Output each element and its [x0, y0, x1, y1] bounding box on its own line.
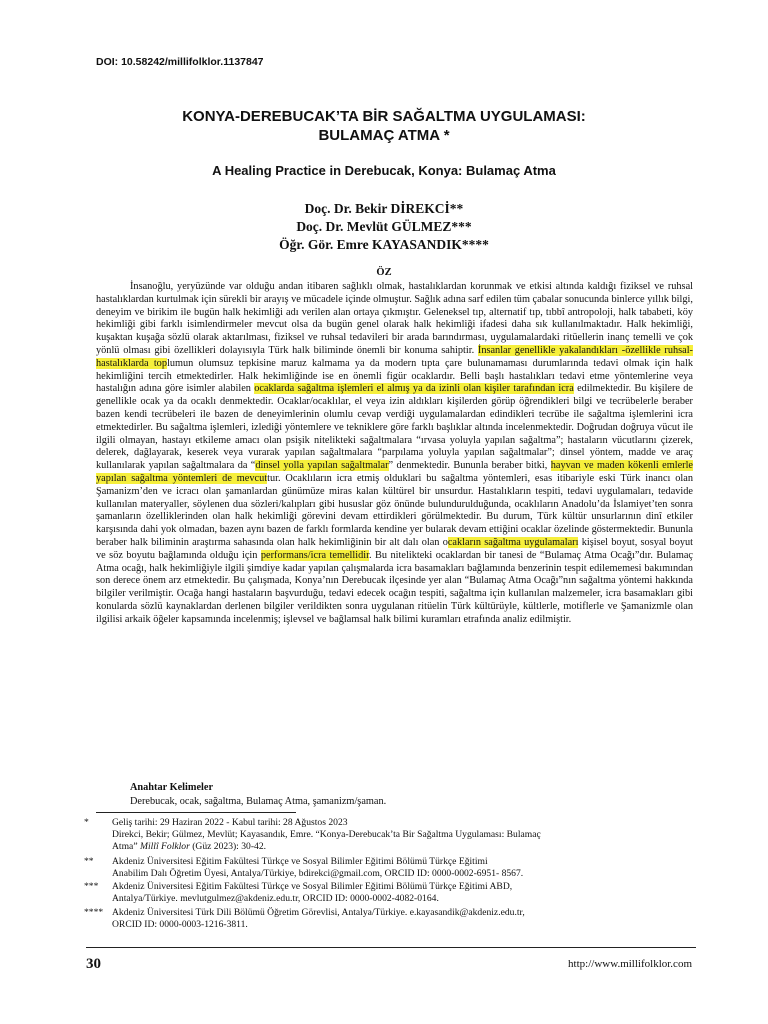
abstract-text: edilmektedir. Bu kişilere de genellikle ocak ya da ocaklı denmektedir. Ocaklar/ocaklılar, el veya izin aldıkları kişilerden görüp öğrendikleri bilgi ve tecrübelerle beraber bazen kendi tecrübeleri ile bazen de deneyimlerinin olumlu cevap verdiği uygulamalardan edindikleri tecrübe ile sağaltma işlemlerini icra etmektedirler. Bu sağaltma işlemleri, izlediği yöntemlere ve tekniklere göre farklı başlıklar altında incelenmektedir. Doğrudan doğruya vücut ile ilgili olmayan, hastayı etkileme amacı olan psişik nitelikteki sağaltmalara “ırvasa yoluyla yapılan sağaltma”; hastaların vücutlarını çizerek, delerek, dağlayarak, keserek veya vurarak yapılan sağaltmalara “parpılama yoluyla yapılan sağaltmalar”; dinsel yöntem, madde ve araç kullanılarak yapılan sağaltmalara da “ — [96, 383, 693, 472]
footnote-line: Anabilim Dalı Öğretim Üyesi, Antalya/Türkiye, bdirekci@gmail.com, ORCID ID: 0000-0002-6951- 8567. — [112, 867, 524, 879]
abstract-text: lumun olumsuz tepkisine maruz kalmama ya da modern tıpta çare bulunamaması durumlarında tedavi olmak için halk hekimliğini tercih etmektedirler. Halk hekimliğinde ise en önemli figür ocaklardır. Belli başlı hastalıkları tedavi etme yöntemlerine veya hastalığın adına göre isimler alabilen — [96, 357, 693, 395]
footnote-line: Akdeniz Üniversitesi Eğitim Fakültesi Türkçe ve Sosyal Bilimler Eğitimi Bölümü Türkçe Eğitimi ABD, — [112, 881, 513, 892]
footnote-4 — [84, 907, 696, 931]
abstract-text: kişisel boyut, sosyal boyut ve söz boyutu bağlamında olduğu için — [96, 536, 694, 561]
footnote-mark: * — [84, 817, 89, 828]
footnote-mark: *** — [84, 881, 99, 892]
footnote-line: Geliş tarihi: 29 Haziran 2022 - Kabul tarihi: 28 Ağustos 2023 — [112, 817, 348, 828]
footnote-3 — [84, 881, 696, 905]
footnote-2 — [84, 856, 696, 880]
footer-divider — [86, 947, 696, 948]
author-3: Öğr. Gör. Emre KAYASANDIK**** — [279, 237, 489, 252]
highlighted-text: cakların sağaltma uygulamaları — [447, 536, 579, 548]
highlighted-text: performans/icra temellidir — [260, 549, 370, 561]
footnote-line: ORCID ID: 0000-0003-1216-3811. — [112, 918, 248, 930]
journal-name: Millî Folklor — [139, 840, 190, 852]
footnote-mark: **** — [84, 907, 104, 918]
title-line-1: KONYA-DEREBUCAK’TA BİR SAĞALTMA UYGULAMASI: — [182, 108, 586, 125]
abstract-text: tur. Ocaklıların icra etmiş olduklari bu sağaltma yöntemleri, esas itibariyle eski Türk inancı olan Şamanizm’den ve icracı olan şamanlardan günümüze miras kalan kültürel bir unsurdur. Hastalıkların tespiti, tedavi uygulamaları, tedavide kullanılan materyaller, söylenen dua sözleri/kalıpları gibi hususlar göz önünde bulundurulduğunda, ocaklıların Anadolu’da İslamiyet’ten sonra şamanların özelliklerinden olan halk hekimliği görevini devam ettirdikleri görülmektedir. Bu durum, Türk kültür unsurlarının dinî etkiler karşısında dahi yok olmadan, bazen aynı bazen de farklı formlarda kendine yer bularak devam ettiğini ocaklar özelinde göstermektedir. Bununla beraber halk biliminin araştırma sahasında olan halk hekimliğinin bir alt dalı olan o — [96, 472, 693, 548]
abstract-heading: ÖZ — [376, 267, 392, 278]
keywords-list: Derebucak, ocak, sağaltma, Bulamaç Atma, şamanizm/şaman. — [130, 796, 387, 807]
author-2: Doç. Dr. Mevlüt GÜLMEZ*** — [296, 219, 472, 234]
article-subtitle-english: A Healing Practice in Derebucak, Konya: Bulamaç Atma — [212, 163, 556, 178]
author-list — [0, 200, 768, 254]
abstract-text: . Bu nitelikteki ocaklardan bir tanesi de “Bulamaç Atma Ocağı”dır. Bulamaç Atma ocağı, halk hekimliğiyle ilgili şimdiye kadar yapılan çalışmalarda icra basamakları bağlamında benzerinin tespit edilememesi bakımından son derece önem arz etmektedir. Bu çalışmada, Konya’nın Derebucak ilçesinde yer alan “Bulamaç Atma Ocağı”nın sağaltma yöntemi hakkında bilgiler verilmiştir. Ocağa hangi hastaların başvurduğu, tedavi edecek ocağın tespiti, sağaltma için kullanılan malzemeler, icra basamakları gibi konularda sözlü kaynaklardan derlenen bilgiler verildikten sonra uygulanan ritüelin Türk kültürüyle, kültlerle, motiflerle ve Şamanizmle olan ilgilisi arkaik öğeler kapsamında incelenmiş; işlevsel ve bağlamsal halk bilimi kuramları etrafında analiz edilmiştir. — [96, 549, 693, 625]
footnote-line: Antalya/Türkiye. mevlutgulmez@akdeniz.edu.tr, ORCID ID: 0000-0002-4082-0164. — [112, 892, 439, 904]
author-1: Doç. Dr. Bekir DİREKCİ** — [304, 201, 464, 216]
abstract-text: İnsanoğlu, yeryüzünde var olduğu andan itibaren sağlıklı olmak, hastalıklardan korunmak ve etkisi altında kaldığı fiziksel ve ruhsal hastalıklardan kurtulmak için sürekli bir arayış ve mücadele içinde olmuştur. Sağlık adına sarf edilen tüm çabalar sonucunda binlerce yıllık bilgi, deneyim ve birikim ile bugün halk hekimliği adı verilen alan ortaya çıkmıştır. Geleneksel tıp, alternatif tıp, tıbbî antropoloji, halk tababeti, köy hekimliği gibi farklı isimlendirmeler mevcut olsa da bugün genel olarak halk hekimliği ifadesi daha sık kullanılmaktadır. Halk hekimliği, kuşaktan kuşağa sözlü olarak aktarılması, fiziksel ve ruhsal tedavileri bir arada barındırması, uygulamalardaki ritüellerin inanç temelli ve çok yönlü olması gibi özellikleri dolayısıyla Türk halk biliminde önemli bir konuma sahiptir. — [96, 281, 693, 356]
footnote-1 — [84, 817, 696, 852]
footnote-text: Atma” — [112, 840, 140, 852]
footnote-line: Direkci, Bekir; Gülmez, Mevlüt; Kayasandık, Emre. “Konya-Derebucak’ta Bir Sağaltma Uygulaması: Bulamaç — [112, 828, 541, 840]
keywords-heading: Anahtar Kelimeler — [130, 782, 214, 793]
footnote-mark: ** — [84, 856, 94, 867]
highlighted-text: dinsel yolla yapılan sağaltmalar — [255, 460, 389, 472]
footnote-divider — [96, 812, 296, 813]
journal-url[interactable]: http://www.millifolklor.com — [568, 958, 692, 970]
article-title — [0, 107, 768, 145]
abstract-text: ” denmektedir. Bununla beraber bitki, — [388, 460, 551, 472]
highlighted-text: ocaklarda sağaltma işlemleri el almış ya da izinli olan kişiler tarafından icra — [254, 383, 574, 395]
highlighted-text: İnsanlar genellikle yakalandıkları -özellikle ruhsal- hastalıklarda top — [96, 344, 693, 369]
doi-label: DOI: 10.58242/millifolklor.1137847 — [96, 56, 264, 68]
footnote-line: Akdeniz Üniversitesi Eğitim Fakültesi Türkçe ve Sosyal Bilimler Eğitimi Bölümü Türkçe Eğitimi — [112, 856, 488, 867]
highlighted-text: hayvan ve maden kökenli emlerle yapılan sağaltma yöntemleri de mevcut — [96, 460, 693, 484]
footnote-text: (Güz 2023): 30-42. — [189, 840, 267, 852]
abstract-body — [96, 281, 693, 627]
footnote-line: Akdeniz Üniversitesi Türk Dili Bölümü Öğretim Görevlisi, Antalya/Türkiye. e.kayasandik@akdeniz.edu.tr, — [112, 907, 525, 918]
title-line-2: BULAMAÇ ATMA * — [318, 127, 450, 144]
footnote-line — [112, 841, 696, 853]
page-number: 30 — [86, 956, 101, 972]
